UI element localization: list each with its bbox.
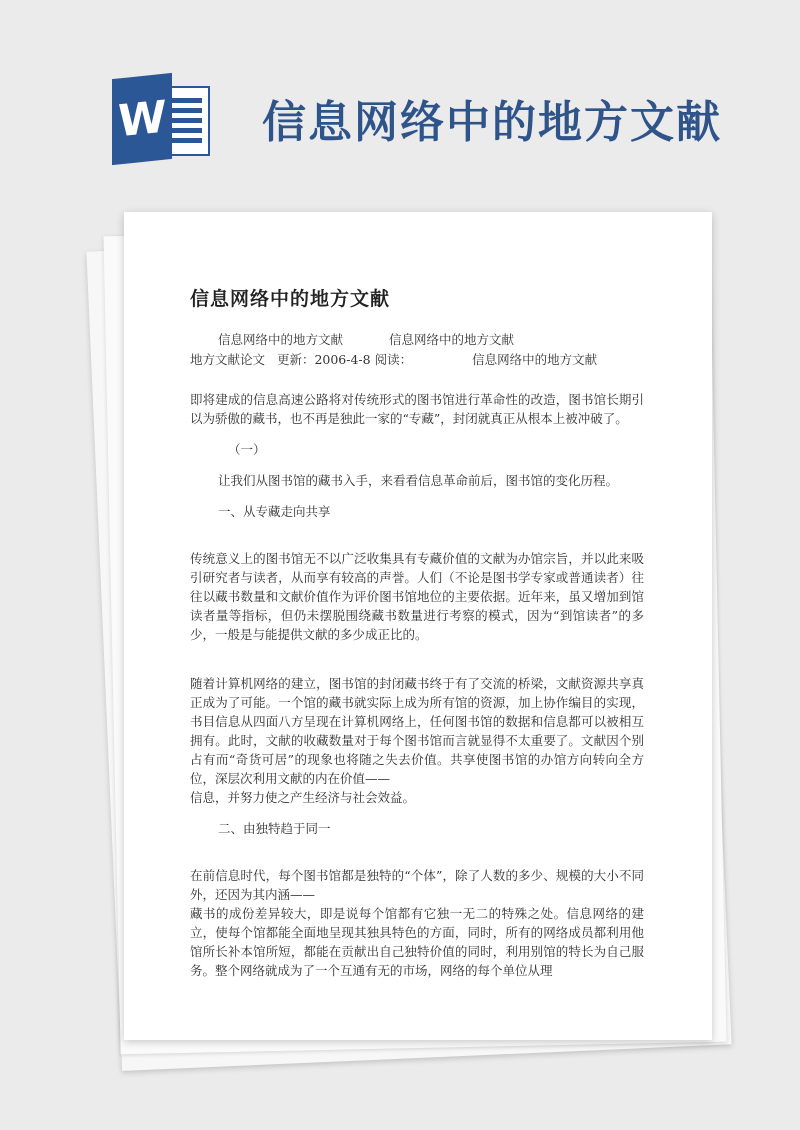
word-logo-letter: W (112, 73, 172, 165)
document-meta (190, 330, 660, 370)
paragraph: 即将建成的信息高速公路将对传统形式的图书馆进行革命性的改造，图书馆长期引以为骄傲的藏书，也不再是独此一家的“专藏”，封闭就真正从根本上被冲破了。 (190, 392, 644, 426)
paragraph: 传统意义上的图书馆无不以广泛收集具有专藏价值的文献为办馆宗旨，并以此来吸引研究者与读者，从而享有较高的声誉。人们（不论是图书学专家或普通读者）往往以藏书数量和文献价值作为评价图书馆地位的主要依据。近年来，虽又增加到馆读者量等指标，但仍未摆脱围绕藏书数量进行考察的模式，因为“到馆读者”的多少，一般是与能提供文献的多少成正比的。 (190, 551, 644, 642)
meta-title-b: 信息网络中的地方文献 (389, 332, 515, 347)
section-heading: 一、从专藏走向共享 (218, 504, 331, 519)
paragraph: 信息，并努力使之产生经济与社会效益。 (190, 790, 416, 805)
banner (0, 0, 800, 200)
paragraph: 藏书的成份差异较大，即是说每个馆都有它独一无二的特殊之处。信息网络的建立，使每个馆都能全面地呈现其独具特色的方面，同时，所有的网络成员都利用他馆所长补本馆所短，都能在贡献出自己独特价值的同时，利用别馆的特长为自己服务。整个网络就成为了一个互通有无的市场，网络的每个单位从理 (190, 906, 644, 978)
meta-category: 地方文献论文 (190, 352, 266, 367)
paragraph: 在前信息时代，每个图书馆都是独特的“个体”，除了人数的多少、规模的大小不同外，还因为其内涵—— (190, 868, 644, 902)
paragraph: 随着计算机网络的建立，图书馆的封闭藏书终于有了交流的桥梁，文献资源共享真正成为了可能。一个馆的藏书就实际上成为所有馆的资源，加上协作编目的实现，书目信息从四面八方呈现在计算机网络上，任何图书馆的数据和信息都可以被相互拥有。此时，文献的收藏数量对于每个图书馆而言就显得不太重要了。文献因个别占有而“奇货可居”的现象也将随之失去价值。共享使图书馆的办馆方向转向全方位，深层次利用文献的内在价值—— (190, 676, 644, 786)
document-page (124, 212, 712, 1040)
document-title: 信息网络中的地方文献 (190, 288, 391, 310)
meta-title-a: 信息网络中的地方文献 (218, 332, 344, 347)
meta-updated: 更新：2006-4-8 阅读： (276, 352, 413, 367)
word-document-icon (112, 76, 214, 162)
banner-title: 信息网络中的地方文献 (262, 97, 722, 148)
section-marker: （一） (228, 442, 266, 457)
meta-title-c: 信息网络中的地方文献 (472, 352, 598, 367)
section-heading: 二、由独特趋于同一 (218, 821, 331, 836)
paragraph: 让我们从图书馆的藏书入手，来看看信息革命前后，图书馆的变化历程。 (218, 473, 619, 488)
document-body (190, 390, 644, 980)
